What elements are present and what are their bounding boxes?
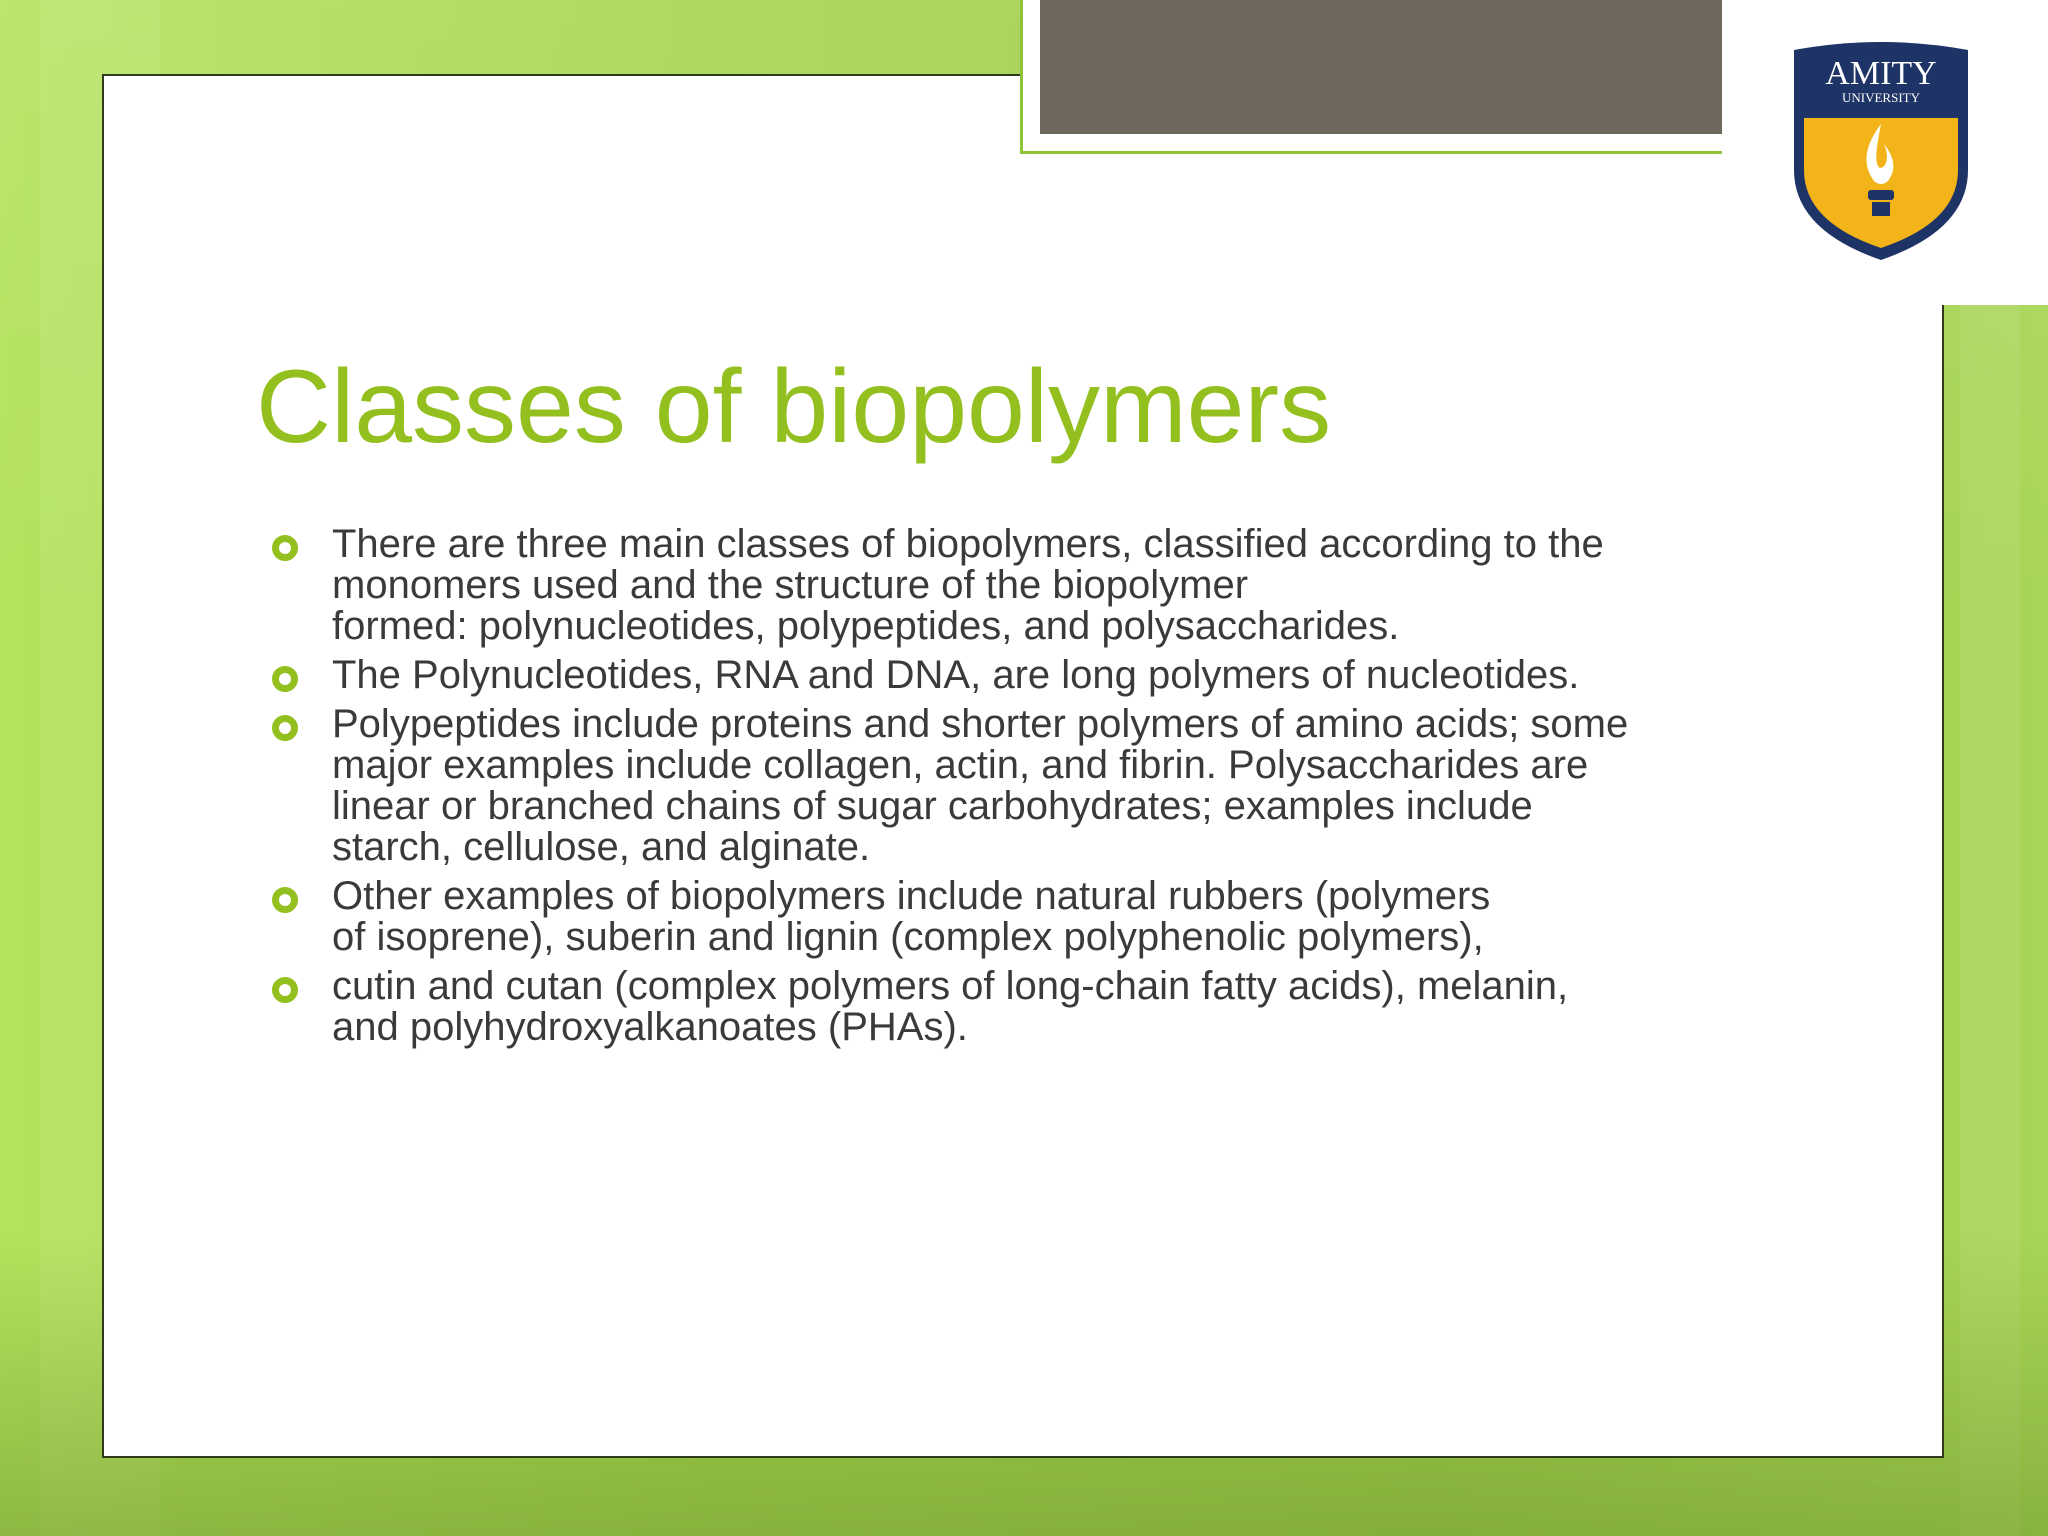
bullet-text: Other examples of biopolymers include natural rubbers (polymers of isoprene), suberin and lignin (complex polyphenolic polymers), (332, 874, 1491, 959)
bullet-circle-icon (272, 887, 298, 913)
bullet-circle-icon (272, 666, 298, 692)
bullet-circle-icon (272, 535, 298, 561)
list-item (272, 966, 1732, 1048)
bullet-circle-icon (272, 715, 298, 741)
bullet-text: Polypeptides include proteins and shorter polymers of amino acids; some major examples include collagen, actin, and fibrin. Polysaccharides are linear or branched chains of sugar carbohydrates; examples include starch, cellulose, and alginate. (332, 702, 1629, 869)
bullet-text: There are three main classes of biopolymers, classified according to the monomers used and the structure of the biopolymer formed: polynucleotides, polypeptides, and polysaccharides. (332, 522, 1604, 648)
list-item (272, 876, 1732, 958)
amity-university-logo (1786, 40, 1976, 264)
list-item (272, 655, 1732, 696)
bullet-list (272, 524, 1732, 1056)
bullet-text: cutin and cutan (complex polymers of long-chain fatty acids), melanin, and polyhydroxyalkanoates (PHAs). (332, 964, 1569, 1049)
logo-wordmark: AMITY (1825, 55, 1937, 92)
bullet-circle-icon (272, 977, 298, 1003)
slide-title: Classes of biopolymers (256, 349, 1332, 465)
list-item (272, 524, 1732, 647)
bullet-text: The Polynucleotides, RNA and DNA, are long polymers of nucleotides. (332, 653, 1580, 697)
logo-subtitle: UNIVERSITY (1842, 90, 1920, 105)
header-placeholder (1040, 0, 1722, 134)
list-item (272, 704, 1732, 868)
